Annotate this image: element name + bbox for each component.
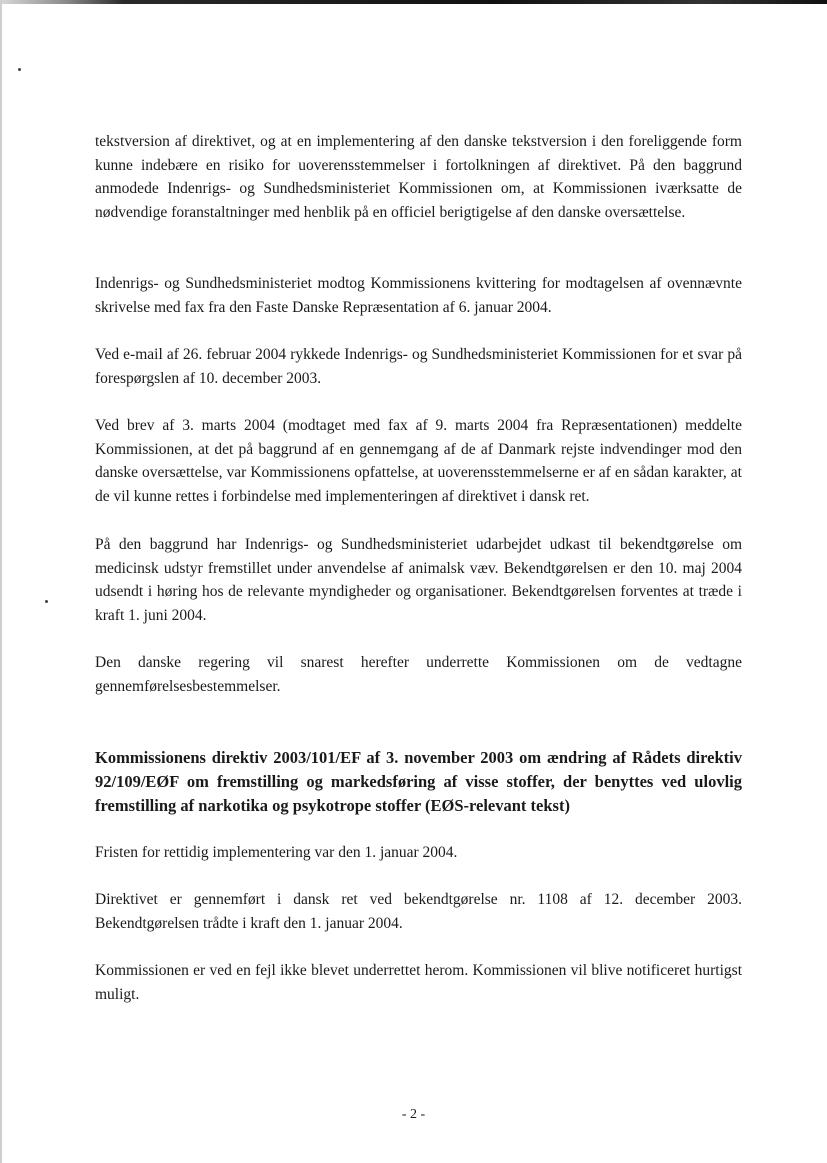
section-heading: Kommissionens direktiv 2003/101/EF af 3. november 2003 om ændring af Rådets direktiv 92/109/EØF om fremstilling og markedsføring af visse stoffer, der benyttes ved ulovlig fremstilling af narkotika og psykotrope stoffer (EØS-relevant tekst) (95, 748, 742, 815)
paragraph-draft-order: På den baggrund har Indenrigs- og Sundhedsministeriet udarbejdet udkast til bekendtgørelse om medicinsk udstyr fremstillet under anvendelse af animalsk væv. Bekendtgørelsen er den 10. maj 2004 udsendt i høring hos de relevante myndigheder og organisationer. Bekendtgørelsen forventes at træde i kraft 1. juni 2004. (95, 536, 742, 624)
scan-speck (45, 600, 48, 603)
paragraph-receipt: Indenrigs- og Sundhedsministeriet modtog Kommissionens kvittering for modtagelsen af ovennævnte skrivelse med fax fra den Faste Danske Repræsentation af 6. januar 2004. (95, 275, 742, 316)
paragraph-not-notified: Kommissionen er ved en fejl ikke blevet underrettet herom. Kommissionen vil blive notificeret hurtigst muligt. (95, 962, 742, 1003)
paragraph-translation-issue: tekstversion af direktivet, og at en implementering af den danske tekstversion i den foreliggende form kunne indebære en risiko for uoverensstemmelser i fortolkningen af direktivet. På den baggrund anmodede Indenrigs- og Sundhedsministeriet Kommissionen om, at Kommissionen iværksatte de nødvendige foranstaltninger med henblik på en officiel berigtigelse af den danske oversættelse. (95, 133, 742, 221)
scan-speck (18, 68, 21, 71)
paragraph-commission-letter: Ved brev af 3. marts 2004 (modtaget med fax af 9. marts 2004 fra Repræsentationen) meddelte Kommissionen, at det på baggrund af en gennemgang af de af Danmark rejste indvendinger mod den danske oversættelse, var Kommissionens opfattelse, at uoverensstemmelserne er af en sådan karakter, at de vil kunne rettes i forbindelse med implementeringen af direktivet i dansk ret. (95, 417, 742, 505)
paragraph-deadline: Fristen for rettidig implementering var den 1. januar 2004. (95, 844, 458, 861)
page-number: - 2 - (401, 1107, 426, 1122)
paragraph-implemented: Direktivet er gennemført i dansk ret ved bekendtgørelse nr. 1108 af 12. december 2003. Bekendtgørelsen trådte i kraft den 1. januar 2004. (95, 891, 742, 932)
scan-top-border (0, 0, 827, 4)
scan-left-border (0, 0, 2, 1163)
paragraph-notification: Den danske regering vil snarest herefter underrette Kommissionen om de vedtagne gennemførelsesbestemmelser. (95, 654, 742, 695)
paragraph-reminder: Ved e-mail af 26. februar 2004 rykkede Indenrigs- og Sundhedsministeriet Kommissionen for et svar på forespørgslen af 10. december 2003. (95, 346, 742, 387)
